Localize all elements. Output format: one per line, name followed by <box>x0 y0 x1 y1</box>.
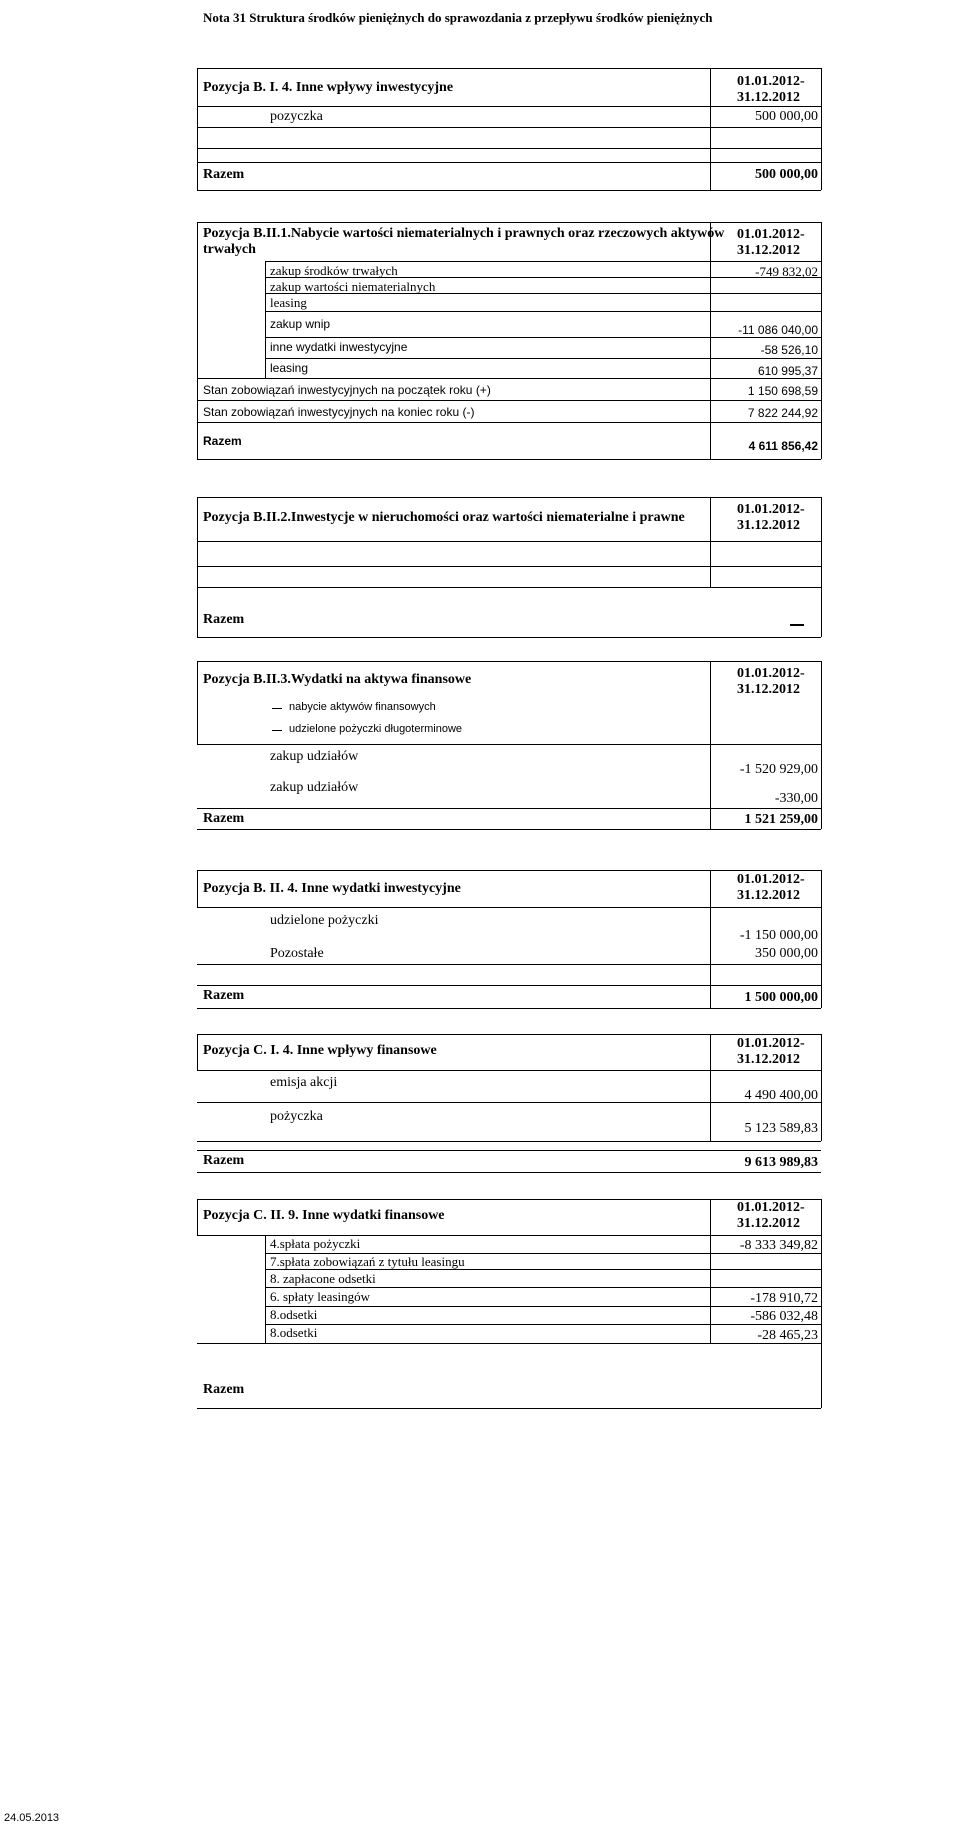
row-value: -28 465,23 <box>757 1328 818 1343</box>
row-label: 7.spłata zobowiązań z tytułu leasingu <box>270 1254 465 1269</box>
row-label: 8.odsetki <box>270 1325 318 1340</box>
row-value: -749 832,02 <box>755 264 818 279</box>
total-label: Razem <box>203 988 245 1003</box>
section-heading-cont: trwałych <box>203 242 256 257</box>
total-label: Razem <box>203 1153 245 1168</box>
total-label: Razem <box>203 1382 245 1397</box>
row-value: 5 123 589,83 <box>744 1121 818 1136</box>
row-label: emisja akcji <box>270 1075 338 1090</box>
period-end: 31.12.2012 <box>737 90 800 105</box>
period-end: 31.12.2012 <box>737 888 800 903</box>
row-value: 1 150 698,59 <box>747 384 818 398</box>
row-label: zakup wartości niematerialnych <box>270 279 436 294</box>
total-value: 4 611 856,42 <box>748 439 818 453</box>
total-label: Razem <box>203 434 242 448</box>
period-end: 31.12.2012 <box>737 518 800 533</box>
row-label: pożyczka <box>270 1109 323 1124</box>
section-heading: Pozycja C. II. 9. Inne wydatki finansowe <box>203 1208 445 1223</box>
row-label: leasing <box>270 361 309 375</box>
bullet-dash <box>272 730 282 731</box>
footer-date: 24.05.2013 <box>4 1812 60 1824</box>
row-label: 4.spłata pożyczki <box>270 1236 361 1251</box>
row-label: zakup wnip <box>270 317 331 331</box>
row-value: 350 000,00 <box>755 946 818 961</box>
row-label: Pozostałe <box>270 946 324 961</box>
row-label: 6. spłaty leasingów <box>270 1289 371 1304</box>
period-end: 31.12.2012 <box>737 682 800 697</box>
row-value: 7 822 244,92 <box>747 406 818 420</box>
period-end: 31.12.2012 <box>737 1052 800 1067</box>
row-label: Stan zobowiązań inwestycyjnych na koniec roku (-) <box>203 405 475 419</box>
period-start: 01.01.2012- <box>737 666 805 681</box>
total-value: 500 000,00 <box>755 167 818 182</box>
section-heading: Pozycja C. I. 4. Inne wpływy finansowe <box>203 1043 437 1058</box>
bullet-dash <box>272 708 282 709</box>
total-value: 1 500 000,00 <box>744 990 818 1005</box>
row-value: 610 995,37 <box>757 364 818 378</box>
period-start: 01.01.2012- <box>737 872 805 887</box>
row-value: -58 526,10 <box>760 343 818 357</box>
page-title: Nota 31 Struktura środków pieniężnych do sprawozdania z przepływu środków pieniężnych <box>203 10 713 25</box>
row-value: -1 520 929,00 <box>739 762 818 777</box>
row-label: 8.odsetki <box>270 1307 318 1322</box>
row-label: zakup udziałów <box>270 749 359 764</box>
row-label: 8. zapłacone odsetki <box>270 1271 376 1286</box>
period-end: 31.12.2012 <box>737 243 800 258</box>
row-value: -330,00 <box>774 791 818 806</box>
total-dash <box>790 624 804 626</box>
row-label: zakup udziałów <box>270 780 359 795</box>
period-start: 01.01.2012- <box>737 74 805 89</box>
row-value: 500 000,00 <box>755 109 818 124</box>
row-value: -11 086 040,00 <box>738 323 818 337</box>
row-label: zakup środków trwałych <box>270 263 398 278</box>
row-label: pozyczka <box>270 109 323 124</box>
total-label: Razem <box>203 167 245 182</box>
section-heading: Pozycja B.II.2.Inwestycje w nieruchomości oraz wartości niematerialne i prawne <box>203 510 685 525</box>
total-value: 9 613 989,83 <box>744 1155 818 1170</box>
row-label: leasing <box>270 295 307 310</box>
row-label: nabycie aktywów finansowych <box>289 701 436 713</box>
row-value: -8 333 349,82 <box>739 1238 818 1253</box>
section-heading: Pozycja B.II.3.Wydatki na aktywa finansowe <box>203 672 472 687</box>
section-heading: Pozycja B. I. 4. Inne wpływy inwestycyjne <box>203 80 454 95</box>
period-start: 01.01.2012- <box>737 1200 805 1215</box>
period-start: 01.01.2012- <box>737 227 805 242</box>
total-label: Razem <box>203 612 245 627</box>
row-value: -178 910,72 <box>750 1291 818 1306</box>
row-value: -586 032,48 <box>750 1309 818 1324</box>
row-label: udzielone pożyczki <box>270 913 379 928</box>
section-heading: Pozycja B.II.1.Nabycie wartości niematerialnych i prawnych oraz rzeczowych aktywów <box>203 226 725 241</box>
row-label: udzielone pożyczki długoterminowe <box>289 723 463 735</box>
row-value: 4 490 400,00 <box>744 1088 818 1103</box>
total-value: 1 521 259,00 <box>744 812 818 827</box>
total-label: Razem <box>203 811 245 826</box>
row-label: inne wydatki inwestycyjne <box>270 340 408 354</box>
row-value: -1 150 000,00 <box>739 928 818 943</box>
period-start: 01.01.2012- <box>737 502 805 517</box>
row-label: Stan zobowiązań inwestycyjnych na początek roku (+) <box>203 383 491 397</box>
section-heading: Pozycja B. II. 4. Inne wydatki inwestycyjne <box>203 881 461 896</box>
period-end: 31.12.2012 <box>737 1216 800 1231</box>
period-start: 01.01.2012- <box>737 1036 805 1051</box>
